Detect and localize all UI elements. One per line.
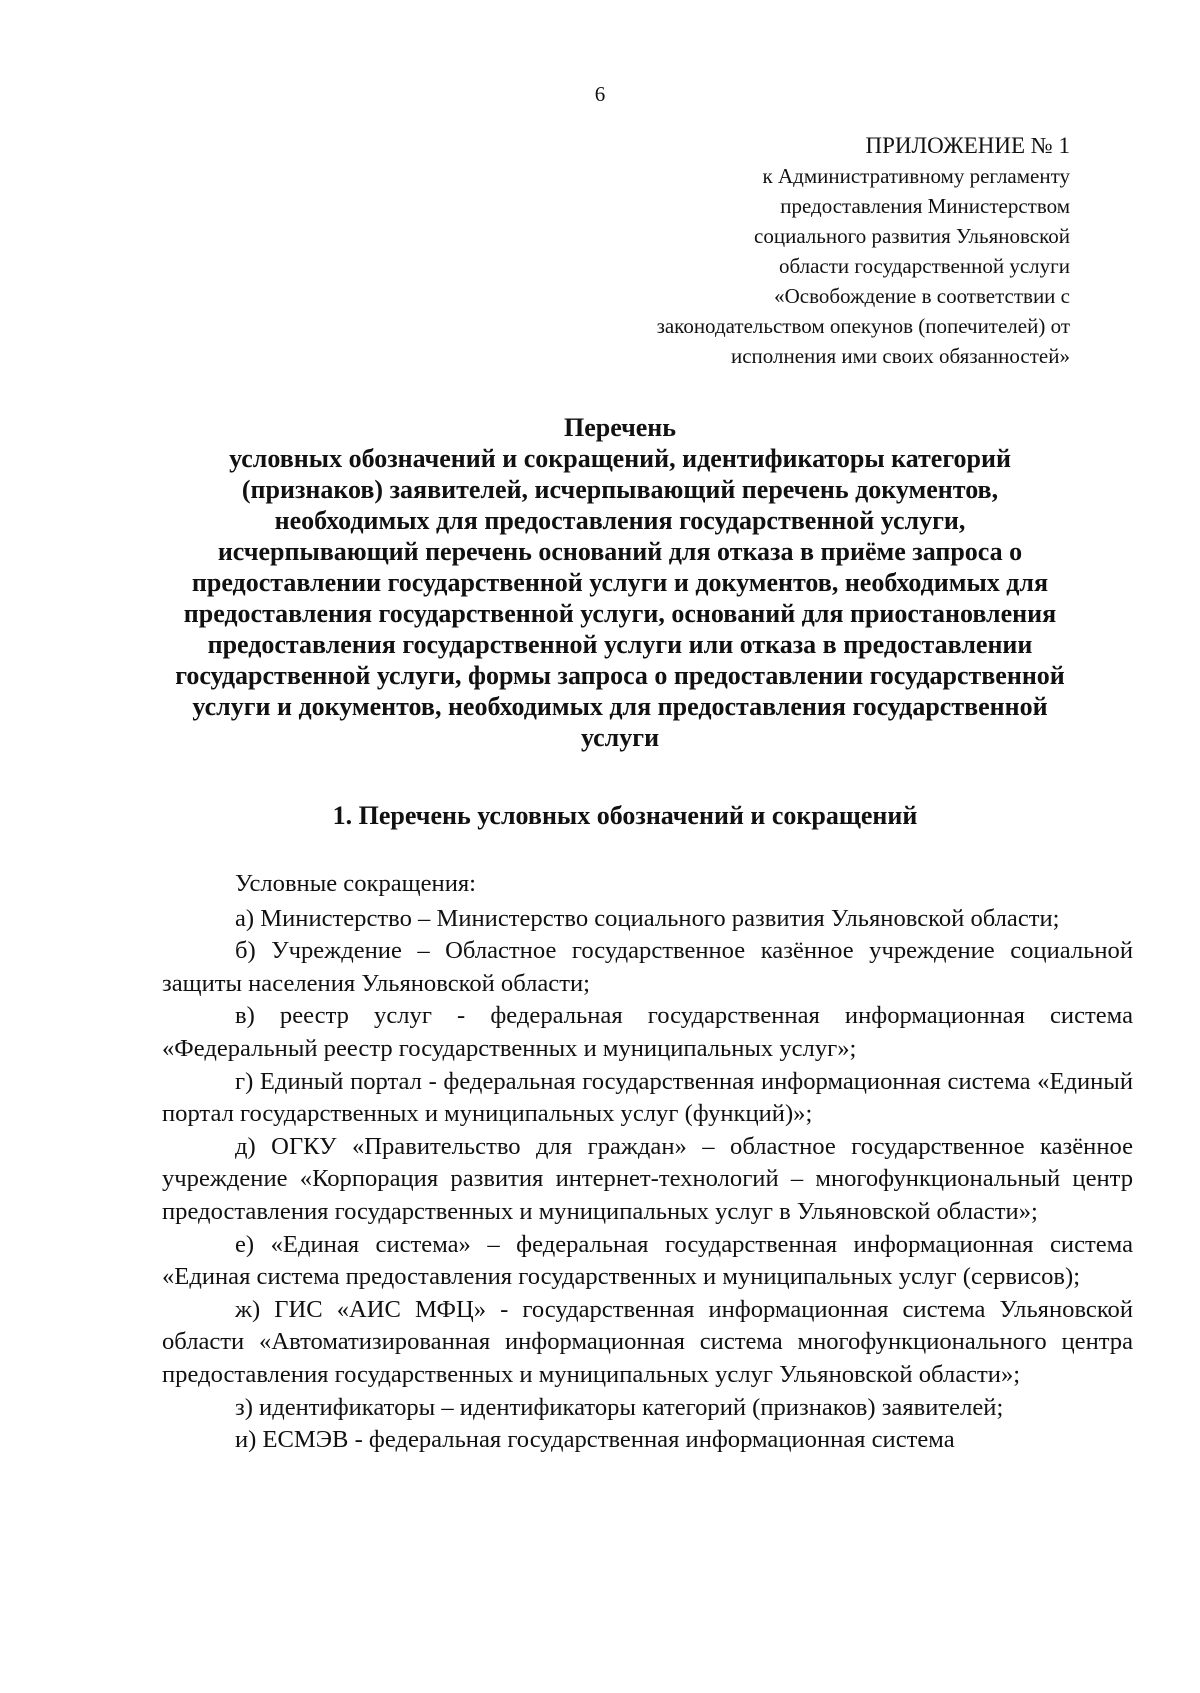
abbreviation-item: и) ЕСМЭВ - федеральная государственная информационная система <box>235 1426 955 1454</box>
abbreviation-item: е) «Единая система» – федеральная государственная информационная система «Единая система предоставления государственных и муниципальных услуг (сервисов); <box>162 1230 1133 1291</box>
document-title-line: предоставлении государственной услуги и документов, необходимых для <box>191 568 1049 597</box>
appendix-line: социального развития Ульяновской <box>754 224 1070 248</box>
body-text <box>162 868 1133 1457</box>
document-title-line: предоставления государственной услуги, оснований для приостановления <box>183 599 1057 628</box>
body-intro: Условные сокращения: <box>235 870 477 897</box>
document-title-line: государственной услуги, формы запроса о предоставлении государственной <box>175 661 1065 690</box>
abbreviation-item: в) реестр услуг - федеральная государственная информационная система «Федеральный реестр государственных и муниципальных услуг»; <box>162 1002 1133 1062</box>
document-title-line: услуги <box>580 723 660 752</box>
abbreviation-item: ж) ГИС «АИС МФЦ» - государственная информационная система Ульяновской области «Автоматизированная информационная система многофункционального центра предоставления государственных и муниципальных услуг Ульяновской области»; <box>162 1295 1133 1388</box>
document-title-line: необходимых для предоставления государственной услуги, <box>274 506 966 535</box>
document-title-line: условных обозначений и сокращений, идентификаторы категорий <box>229 444 1011 473</box>
appendix-line: к Административному регламенту <box>762 164 1070 188</box>
abbreviation-item: з) идентификаторы – идентификаторы категорий (признаков) заявителей; <box>235 1393 1004 1421</box>
appendix-line: области государственной услуги <box>778 254 1070 278</box>
document-title-line: услуги и документов, необходимых для предоставления государственной <box>192 692 1048 721</box>
page-number: 6 <box>594 82 606 106</box>
appendix-line: предоставления Министерством <box>780 194 1070 218</box>
document-title-line: (признаков) заявителей, исчерпывающий перечень документов, <box>241 475 999 504</box>
document-title-line: исчерпывающий перечень оснований для отказа в приёме запроса о <box>217 537 1023 566</box>
document-title <box>160 412 1080 753</box>
appendix-line: законодательством опекунов (попечителей) от <box>656 314 1070 338</box>
appendix-title: ПРИЛОЖЕНИЕ № 1 <box>865 133 1070 158</box>
appendix-header <box>450 130 1070 371</box>
abbreviation-item: д) ОГКУ «Правительство для граждан» – областное государственное казённое учреждение «Корпорация развития интернет-технологий – многофункциональный центр предоставления государственных и муниципальных услуг в Ульяновской области»; <box>162 1132 1133 1225</box>
abbreviation-item: а) Министерство – Министерство социального развития Ульяновской области; <box>235 904 1060 932</box>
document-title-line: предоставления государственной услуги или отказа в предоставлении <box>207 630 1033 659</box>
abbreviation-item: б) Учреждение – Областное государственное казённое учреждение социальной защиты населения Ульяновской области; <box>162 937 1133 997</box>
section-heading: 1. Перечень условных обозначений и сокращений <box>332 801 918 830</box>
appendix-line: «Освобождение в соответствии с <box>774 284 1070 308</box>
abbreviation-item: г) Единый портал - федеральная государственная информационная система «Единый портал государственных и муниципальных услуг (функций)»; <box>162 1067 1133 1128</box>
document-title-line: Перечень <box>563 413 677 442</box>
appendix-line: исполнения ими своих обязанностей» <box>730 344 1070 368</box>
